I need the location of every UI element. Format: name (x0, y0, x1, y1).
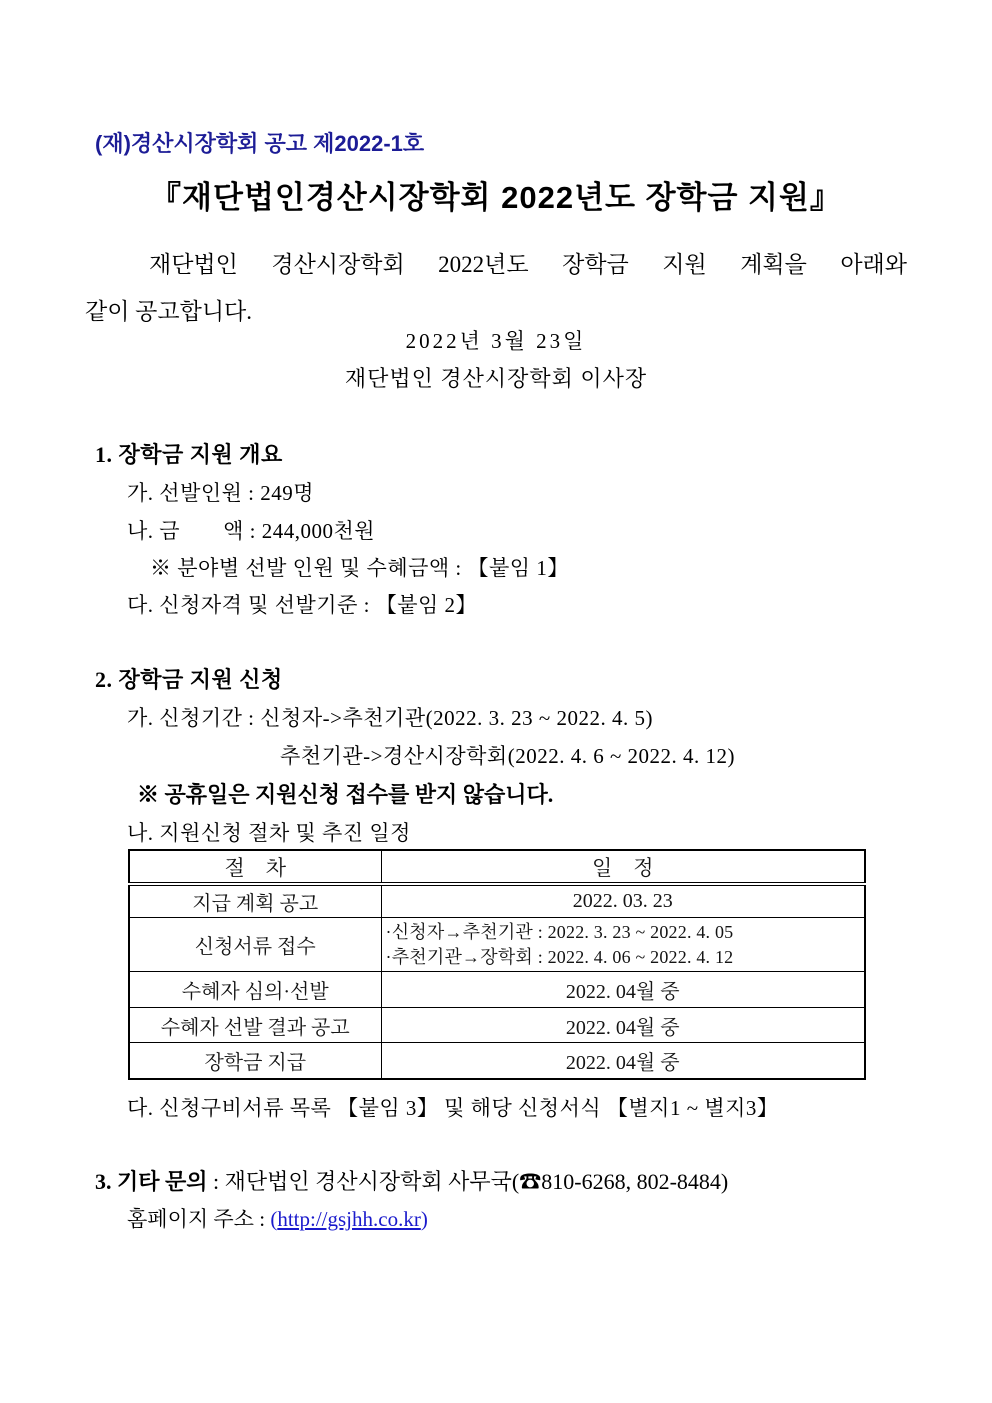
homepage-label: 홈페이지 주소 : (127, 1207, 271, 1231)
schedule-line-2: ·추천기관→장학회 : 2022. 4. 06 ~ 2022. 4. 12 (385, 946, 734, 967)
schedule-table (128, 849, 866, 1080)
intro-line-1: 재단법인 경산시장학회 2022년도 장학금 지원 계획을 아래와 (149, 252, 907, 277)
contact-text: : 재단법인 경산시장학회 사무국( (207, 1169, 520, 1194)
section2-item-period-line1: 가. 신청기간 : 신청자->추천기관(2022. 3. 23 ~ 2022. 4. 5) (127, 706, 653, 730)
section2-item-procedure: 나. 지원신청 절차 및 추진 일정 (127, 821, 411, 845)
column-header-procedure: 절 차 (129, 850, 381, 884)
link-close-paren: ) (420, 1207, 428, 1231)
intro-line-2: 같이 공고합니다. (85, 299, 253, 324)
table-row-document-submission (129, 918, 865, 972)
announcement-date: 2022년 3월 23일 (405, 329, 587, 353)
column-header-schedule: 일 정 (381, 850, 865, 884)
section1-item-selection-count: 가. 선발인원 : 249명 (127, 481, 315, 505)
table-row-review-selection (129, 972, 865, 1008)
link-open-paren: ( (270, 1207, 278, 1231)
homepage-link[interactable]: http://gsjhh.co.kr (277, 1207, 421, 1231)
schedule-cell: 2022. 04월 중 (381, 1043, 865, 1080)
procedure-cell: 장학금 지급 (129, 1043, 381, 1080)
contact-numbers: 810-6268, 802-8484) (541, 1169, 729, 1194)
procedure-cell: 신청서류 접수 (129, 918, 381, 972)
homepage-line (127, 1203, 428, 1233)
table-row-scholarship-payment (129, 1043, 865, 1080)
procedure-cell: 수혜자 심의·선발 (129, 972, 381, 1008)
section1-note-attachment1: ※ 분야별 선발 인원 및 수혜금액 : 【붙임 1】 (150, 556, 569, 580)
section3-heading: 3. 기타 문의 (95, 1169, 208, 1194)
section2-item-period-line2: 추천기관->경산시장학회(2022. 4. 6 ~ 2022. 4. 12) (280, 744, 736, 768)
section2-holiday-note: ※ 공휴일은 지원신청 접수를 받지 않습니다. (137, 782, 554, 807)
schedule-table-header-row (129, 850, 865, 884)
schedule-cell: 2022. 04월 중 (381, 972, 865, 1008)
procedure-cell: 지급 계획 공고 (129, 884, 381, 918)
section1-heading: 1. 장학금 지원 개요 (95, 442, 283, 467)
schedule-cell: 2022. 03. 23 (381, 884, 865, 918)
schedule-line-1: ·신청자→추천기관 : 2022. 3. 23 ~ 2022. 4. 05 (385, 921, 734, 942)
table-row-payment-plan (129, 884, 865, 918)
section2-heading: 2. 장학금 지원 신청 (95, 667, 283, 692)
phone-icon: ☎ (519, 1169, 542, 1194)
page-title: 『재단법인경산시장학회 2022년도 장학금 지원』 (150, 180, 842, 215)
signer-line: 재단법인 경산시장학회 이사장 (344, 366, 648, 391)
notice-number: (재)경산시장학회 공고 제2022-1호 (95, 131, 425, 156)
section2-item-documents: 다. 신청구비서류 목록 【붙임 3】 및 해당 신청서식 【별지1 ~ 별지3】 (127, 1096, 779, 1120)
schedule-cell: 2022. 04월 중 (381, 1008, 865, 1043)
section1-item-criteria: 다. 신청자격 및 선발기준 : 【붙임 2】 (127, 593, 478, 617)
table-row-result-announcement (129, 1008, 865, 1043)
section3-contact-line (95, 1165, 728, 1196)
section1-item-amount: 나. 금 액 : 244,000천원 (127, 519, 376, 543)
schedule-cell (381, 918, 865, 972)
procedure-cell: 수혜자 선발 결과 공고 (129, 1008, 381, 1043)
intro-paragraph (85, 241, 907, 335)
